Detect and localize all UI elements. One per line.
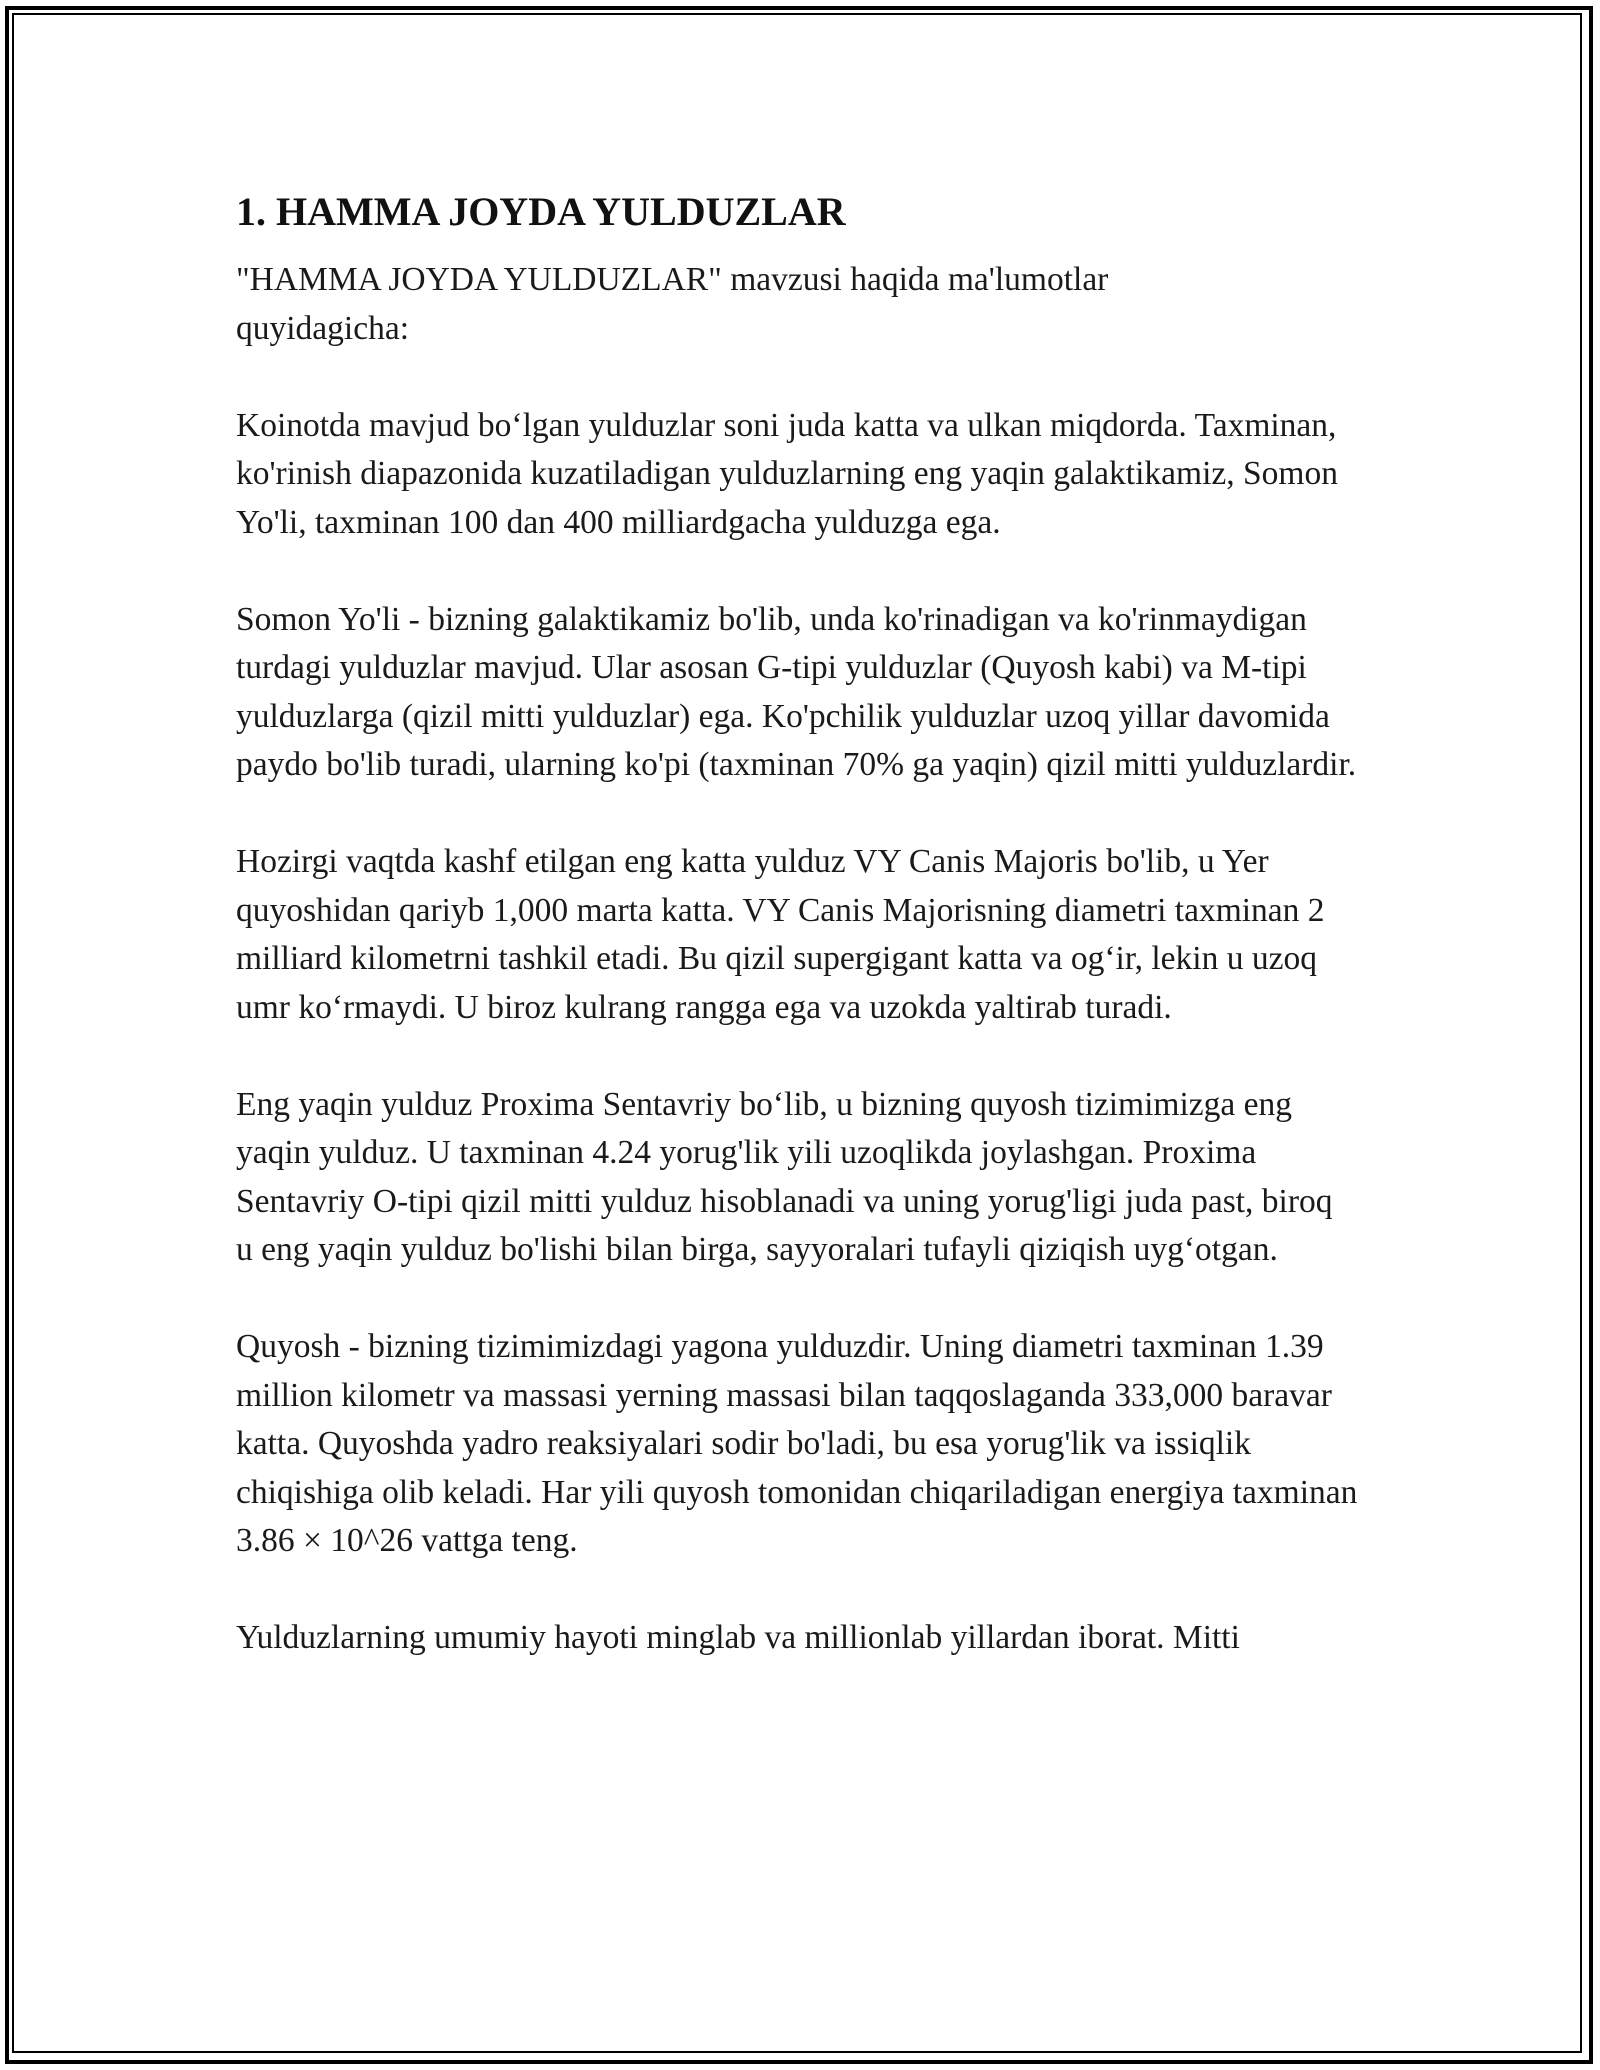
paragraph-intro: "HAMMA JOYDA YULDUZLAR" mavzusi haqida ma'lumotlar quyidagicha: xyxy=(236,261,1109,347)
paragraph-vy-canis-majoris: Hozirgi vaqtda kashf etilgan eng katta yulduz VY Canis Majoris bo'lib, u Yer quyoshidan qariyb 1,000 marta katta. VY Canis Majorisning diametri taxminan 2 milliard kilometrni tashkil etadi. Bu qizil supergigant katta va og‘ir, lekin u uzoq umr ko‘rmaydi. U biroz kulrang rangga ega va uzokda yaltirab turadi. xyxy=(236,843,1325,1026)
paragraph-proxima: Eng yaqin yulduz Proxima Sentavriy bo‘lib, u bizning quyosh tizimimizga eng yaqin yulduz. U taxminan 4.24 yorug'lik yili uzoqlikda joylashgan. Proxima Sentavriy O-tipi qizil mitti yulduz hisoblanadi va uning yorug'ligi juda past, biroq u eng yaqin yulduz bo'lishi bilan birga, sayyoralari tufayli qiziqish uyg‘otgan. xyxy=(236,1085,1333,1268)
paragraph-star-count: Koinotda mavjud bo‘lgan yulduzlar soni juda katta va ulkan miqdorda. Taxminan, ko'rinish diapazonida kuzatiladigan yulduzlarning eng yaqin galaktikamiz, Somon Yo'li, taxminan 100 dan 400 milliardgacha yulduzga ega. xyxy=(236,406,1338,541)
paragraph-star-lifetime: Yulduzlarning umumiy hayoti minglab va millionlab yillardan iborat. Mitti xyxy=(236,1619,1240,1656)
paragraph-sun: Quyosh - bizning tizimimizdagi yagona yulduzdir. Uning diametri taxminan 1.39 million kilometr va massasi yerning massasi bilan taqqoslaganda 333,000 baravar katta. Quyoshda yadro reaksiyalari sodir bo'ladi, bu esa yorug'lik va issiqlik chiqishiga olib keladi. Har yili quyosh tomonidan chiqariladigan energiya taxminan 3.86 × 10^26 vattga teng. xyxy=(236,1328,1358,1559)
section-heading: 1. HAMMA JOYDA YULDUZLAR xyxy=(236,189,846,234)
document-body xyxy=(236,186,1376,1711)
paragraph-milky-way: Somon Yo'li - bizning galaktikamiz bo'lib, unda ko'rinadigan va ko'rinmaydigan turdagi yulduzlar mavjud. Ular asosan G-tipi yulduzlar (Quyosh kabi) va M-tipi yulduzlarga (qizil mitti yulduzlar) ega. Ko'pchilik yulduzlar uzoq yillar davomida paydo bo'lib turadi, ularning ko'pi (taxminan 70% ga yaqin) qizil mitti yulduzlardir. xyxy=(236,600,1357,783)
